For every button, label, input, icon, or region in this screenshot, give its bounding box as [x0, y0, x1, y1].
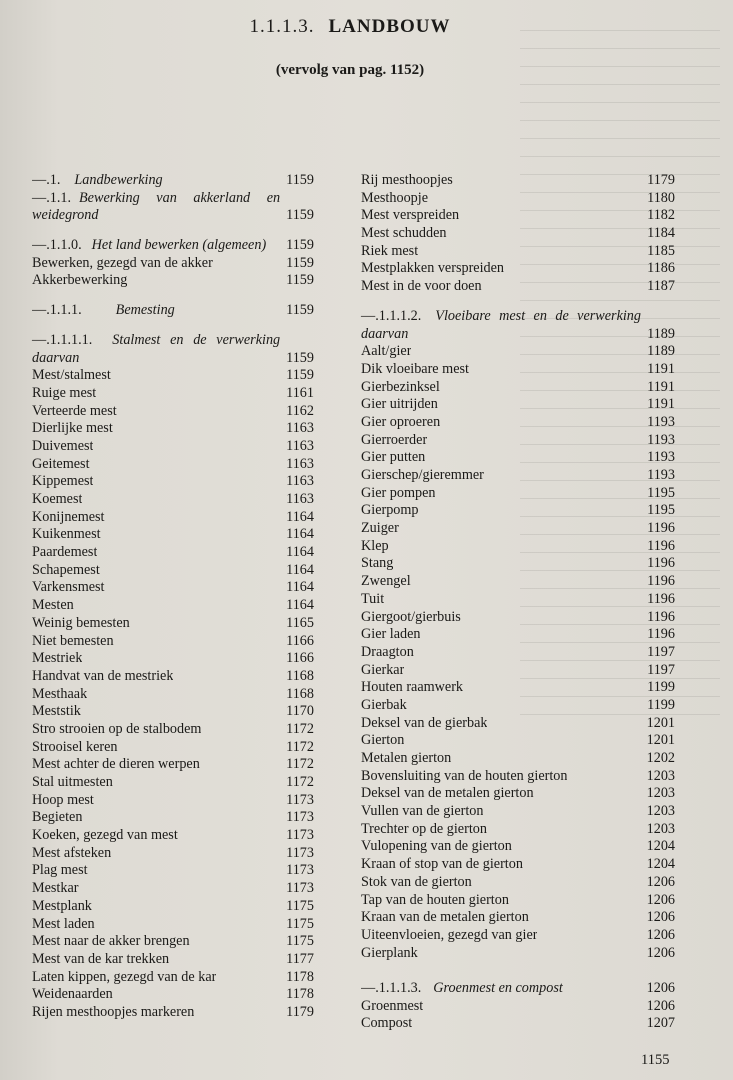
index-entry: [32, 438, 314, 456]
entry-term: Varkensmest: [32, 579, 105, 596]
index-entry: [361, 225, 675, 243]
page-ref: 1202: [646, 750, 675, 767]
entry-term: Vulopening van de gierton: [361, 838, 512, 855]
page-ref: 1182: [647, 207, 675, 224]
page-ref: 1196: [647, 590, 675, 607]
entry-term: Konijnemest: [32, 508, 105, 525]
index-entry: [361, 555, 675, 573]
index-entry: [361, 414, 675, 432]
page-ref: 1206: [646, 909, 675, 926]
index-entry: [361, 715, 675, 733]
entry-term: Tuit: [361, 590, 385, 607]
index-entry: [32, 1004, 314, 1022]
page-ref: 1206: [646, 926, 675, 943]
entry-term: Koeken, gezegd van mest: [32, 827, 178, 844]
entry-term: Gier laden: [361, 626, 421, 643]
section-code: —.1.: [32, 171, 61, 188]
index-entry: [32, 774, 314, 792]
index-entry: [361, 573, 675, 591]
page-ref: 1201: [646, 714, 675, 731]
index-entry: [361, 379, 675, 397]
index-entry: [32, 792, 314, 810]
page-ref: 1166: [286, 632, 314, 649]
index-entry: [32, 272, 314, 290]
entry-term: Kraan of stop van de gierton: [361, 856, 523, 873]
entry-term: Mesthaak: [32, 685, 88, 702]
section-heading: [32, 190, 314, 225]
section-code: —.1.1.0.: [32, 237, 82, 254]
page-ref: 1173: [286, 791, 314, 808]
entry-term: Rijen mesthoopjes markeren: [32, 1003, 195, 1020]
page-ref: 1159: [286, 254, 314, 271]
page-ref: 1189: [647, 325, 675, 342]
page-ref: 1187: [647, 278, 675, 295]
entry-term: Trechter op de gierton: [361, 820, 487, 837]
page-ref: 1175: [286, 897, 314, 914]
section-name: Stalmest en de verwerking daarvan: [32, 331, 281, 366]
entry-term: Gier pompen: [361, 484, 436, 501]
entry-term: Metalen gierton: [361, 750, 452, 767]
index-entry: [361, 768, 675, 786]
page-ref: 1159: [286, 171, 314, 188]
section-number: 1.1.1.3.: [249, 16, 315, 37]
entry-term: Mest afsteken: [32, 844, 112, 861]
entry-term: Gierpomp: [361, 502, 419, 519]
index-entry: [361, 502, 675, 520]
entry-term: Mest/stalmest: [32, 367, 111, 384]
entry-term: Gier uitrijden: [361, 396, 438, 413]
index-entry: [361, 538, 675, 556]
entry-term: Dierlijke mest: [32, 420, 113, 437]
page-ref: 1196: [647, 573, 675, 590]
index-entry: [361, 785, 675, 803]
entry-term: Gierschep/gieremmer: [361, 467, 484, 484]
page-ref: 1180: [647, 189, 675, 206]
page-ref: 1206: [646, 997, 675, 1014]
entry-term: Kippemest: [32, 473, 94, 490]
page-ref: 1163: [286, 491, 314, 508]
page-ref: 1196: [647, 537, 675, 554]
index-entry: [32, 580, 314, 598]
entry-term: Schapemest: [32, 561, 100, 578]
entry-term: Koemest: [32, 491, 83, 508]
page-ref: 1164: [286, 561, 314, 578]
index-entry: [361, 361, 675, 379]
page-ref: 1195: [647, 484, 675, 501]
page-ref: 1193: [647, 413, 675, 430]
page-ref: 1173: [286, 827, 314, 844]
section-code: —.1.1.1.1.: [32, 331, 93, 348]
entry-term: Bovensluiting van de houten gierton: [361, 767, 568, 784]
page-ref: 1159: [286, 367, 314, 384]
entry-term: Compost: [361, 1015, 413, 1032]
entry-term: Meststik: [32, 703, 81, 720]
entry-term: Mest in de voor doen: [361, 278, 482, 295]
index-entry: [32, 597, 314, 615]
index-entry: [32, 509, 314, 527]
index-entry: [361, 260, 675, 278]
index-entry: [32, 933, 314, 951]
page-ref: 1197: [647, 643, 675, 660]
entry-term: Mestkar: [32, 880, 79, 897]
entry-term: Geitemest: [32, 455, 90, 472]
index-entry: [32, 650, 314, 668]
entry-term: Hoop mest: [32, 791, 94, 808]
entry-term: Mest naar de akker brengen: [32, 933, 190, 950]
entry-term: Dik vloeibare mest: [361, 360, 469, 377]
section-code: —.1.1.1.3.: [361, 979, 422, 996]
index-entry: [361, 874, 675, 892]
page-ref: 1203: [646, 767, 675, 784]
page-ref: 1193: [647, 467, 675, 484]
entry-term: Zuiger: [361, 520, 399, 537]
page-ref: 1185: [647, 242, 675, 259]
entry-term: Gierroerder: [361, 431, 428, 448]
index-entry: [361, 343, 675, 361]
entry-term: Zwengel: [361, 573, 411, 590]
page-ref: 1197: [647, 661, 675, 678]
entry-term: Paardemest: [32, 544, 98, 561]
section-name: Vloeibare mest en de verwerking daarvan: [361, 307, 641, 342]
index-entry: [361, 998, 675, 1016]
section-name: Groenmest en compost: [433, 979, 563, 996]
page-ref: 1196: [647, 520, 675, 537]
index-entry: [32, 827, 314, 845]
page-ref: 1164: [286, 508, 314, 525]
page-ref: 1196: [647, 555, 675, 572]
entry-term: Mestriek: [32, 650, 83, 667]
entry-term: Stro strooien op de stalbodem: [32, 720, 202, 737]
section-name: Bewerking van akkerland en weidegrond: [32, 189, 281, 224]
index-entry: [32, 845, 314, 863]
page-ref: 1164: [286, 544, 314, 561]
index-entry: [32, 615, 314, 633]
section-name: Bemesting: [115, 302, 175, 319]
entry-term: Mestplakken verspreiden: [361, 260, 505, 277]
section-heading: [361, 308, 675, 343]
entry-term: Kraan van de metalen gierton: [361, 909, 529, 926]
entry-term: Uiteenvloeien, gezegd van gier: [361, 926, 538, 943]
page-ref: 1159: [286, 302, 314, 319]
entry-term: Mest achter de dieren werpen: [32, 756, 200, 773]
page-ref: 1172: [286, 774, 314, 791]
page-ref: 1164: [286, 597, 314, 614]
page-ref: 1204: [646, 838, 675, 855]
index-entry: [361, 662, 675, 680]
entry-term: Stal uitmesten: [32, 774, 113, 791]
entry-term: Deksel van de metalen gierton: [361, 785, 534, 802]
entry-term: Gierbezinksel: [361, 378, 440, 395]
page-ref: 1184: [647, 225, 675, 242]
index-entry: [361, 945, 675, 963]
entry-term: Tap van de houten gierton: [361, 891, 509, 908]
entry-term: Verteerde mest: [32, 402, 117, 419]
entry-term: Aalt/gier: [361, 343, 412, 360]
entry-term: Weidenaarden: [32, 986, 113, 1003]
right-column: [361, 172, 675, 1033]
page-ref: 1175: [286, 915, 314, 932]
page-ref: 1170: [286, 703, 314, 720]
index-entry: [361, 591, 675, 609]
index-entry: [32, 686, 314, 704]
page-ref: 1207: [646, 1015, 675, 1032]
index-entry: [361, 207, 675, 225]
page-ref: 1186: [647, 260, 675, 277]
index-entry: [361, 644, 675, 662]
index-entry: [32, 544, 314, 562]
index-entry: [361, 626, 675, 644]
section-code: —.1.1.1.2.: [361, 307, 422, 324]
index-entry: [361, 838, 675, 856]
page-ref: 1175: [286, 933, 314, 950]
entry-term: Kuikenmest: [32, 526, 101, 543]
page-ref: 1172: [286, 720, 314, 737]
entry-term: Mestplank: [32, 897, 92, 914]
page-ref: 1195: [647, 502, 675, 519]
section-title: LANDBOUW: [328, 16, 451, 37]
entry-term: Akkerbewerking: [32, 272, 128, 289]
entry-term: Niet bemesten: [32, 632, 114, 649]
index-entry: [361, 732, 675, 750]
entry-term: Draagton: [361, 643, 414, 660]
continuation-note: (vervolg van pag. 1152): [275, 62, 425, 78]
index-entry: [361, 278, 675, 296]
page-ref: 1159: [286, 272, 314, 289]
index-entry: [361, 803, 675, 821]
section-name: Het land bewerken (algemeen): [91, 237, 267, 254]
page-ref: 1204: [646, 856, 675, 873]
index-entry: [32, 420, 314, 438]
section-heading: [32, 172, 314, 190]
page-ref: 1164: [286, 579, 314, 596]
entry-term: Mesthoopje: [361, 189, 428, 206]
page-ref: 1173: [286, 844, 314, 861]
index-entry: [32, 916, 314, 934]
index-entry: [361, 892, 675, 910]
page-ref: 1173: [286, 809, 314, 826]
page-ref: 1179: [286, 1003, 314, 1020]
entry-term: Deksel van de gierbak: [361, 714, 488, 731]
page-ref: 1168: [286, 667, 314, 684]
entry-term: Strooisel keren: [32, 738, 118, 755]
index-entry: [361, 396, 675, 414]
entry-term: Rij mesthoopjes: [361, 171, 453, 188]
index-entry: [361, 679, 675, 697]
index-entry: [361, 190, 675, 208]
page-ref: 1206: [646, 944, 675, 961]
index-entry: [361, 432, 675, 450]
page-ref: 1178: [286, 968, 314, 985]
index-entry: [32, 491, 314, 509]
page-ref: 1199: [647, 679, 675, 696]
page-ref: 1173: [286, 880, 314, 897]
index-entry: [32, 526, 314, 544]
entry-term: Giergoot/gierbuis: [361, 608, 461, 625]
page-ref: 1168: [286, 685, 314, 702]
page-ref: 1199: [647, 696, 675, 713]
section-code: —.1.1.: [32, 189, 72, 206]
index-entry: [32, 721, 314, 739]
index-entry: [32, 969, 314, 987]
page-ref: 1166: [286, 650, 314, 667]
entry-term: Gierplank: [361, 944, 418, 961]
index-entry: [361, 927, 675, 945]
index-entry: [361, 697, 675, 715]
page-ref: 1162: [286, 402, 314, 419]
page-ref: 1189: [647, 343, 675, 360]
index-entry: [32, 739, 314, 757]
page-ref: 1163: [286, 437, 314, 454]
index-entry: [32, 703, 314, 721]
page-ref: 1203: [646, 820, 675, 837]
index-entry: [361, 467, 675, 485]
page-ref: 1191: [647, 360, 675, 377]
index-entry: [361, 449, 675, 467]
entry-term: Mesten: [32, 597, 74, 614]
section-heading: [32, 302, 314, 320]
page-ref: 1163: [286, 420, 314, 437]
entry-term: Groenmest: [361, 997, 424, 1014]
index-entry: [361, 856, 675, 874]
entry-term: Vullen van de gierton: [361, 803, 484, 820]
entry-term: Riek mest: [361, 242, 419, 259]
index-entry: [361, 485, 675, 503]
index-entry: [361, 609, 675, 627]
index-entry: [32, 562, 314, 580]
entry-term: Mest laden: [32, 915, 95, 932]
page-ref: 1191: [647, 378, 675, 395]
page-number: 1155: [641, 1052, 670, 1068]
page-ref: 1172: [286, 738, 314, 755]
page-ref: 1163: [286, 473, 314, 490]
index-entry: [32, 951, 314, 969]
entry-term: Mest verspreiden: [361, 207, 460, 224]
index-entry: [32, 456, 314, 474]
index-entry: [361, 750, 675, 768]
index-entry: [32, 668, 314, 686]
section-heading: [32, 332, 314, 367]
index-entry: [32, 898, 314, 916]
page-ref: 1206: [646, 891, 675, 908]
index-entry: [361, 821, 675, 839]
page-ref: 1193: [647, 431, 675, 448]
index-entry: [361, 1015, 675, 1033]
entry-term: Mest van de kar trekken: [32, 950, 170, 967]
page-ref: 1159: [286, 207, 314, 224]
page-ref: 1163: [286, 455, 314, 472]
page-ref: 1203: [646, 785, 675, 802]
page-ref: 1196: [647, 626, 675, 643]
index-entry: [32, 633, 314, 651]
index-entry: [361, 520, 675, 538]
entry-term: Mest schudden: [361, 225, 447, 242]
page-ref: 1193: [647, 449, 675, 466]
entry-term: Bewerken, gezegd van de akker: [32, 254, 213, 271]
page-ref: 1178: [286, 986, 314, 1003]
index-entry: [32, 255, 314, 273]
entry-term: Laten kippen, gezegd van de kar: [32, 968, 217, 985]
section-code: —.1.1.1.: [32, 302, 82, 319]
section-heading: [32, 237, 314, 255]
entry-term: Stang: [361, 555, 394, 572]
entry-term: Klep: [361, 537, 389, 554]
page-ref: 1196: [647, 608, 675, 625]
page-ref: 1191: [647, 396, 675, 413]
entry-term: Gierton: [361, 732, 405, 749]
page-ref: 1159: [286, 237, 314, 254]
entry-term: Houten raamwerk: [361, 679, 464, 696]
page-ref: 1173: [286, 862, 314, 879]
entry-term: Gierkar: [361, 661, 405, 678]
index-entry: [32, 880, 314, 898]
page-ref: 1164: [286, 526, 314, 543]
index-entry: [32, 403, 314, 421]
page-title: [0, 16, 700, 38]
entry-term: Duivemest: [32, 437, 94, 454]
page-ref: 1201: [646, 732, 675, 749]
entry-term: Handvat van de mestriek: [32, 667, 174, 684]
page-ref: 1179: [647, 171, 675, 188]
index-entry: [32, 385, 314, 403]
index-entry: [32, 809, 314, 827]
page-ref: 1172: [286, 756, 314, 773]
index-entry: [32, 367, 314, 385]
left-column: [32, 172, 314, 1022]
index-entry: [32, 473, 314, 491]
entry-term: Ruige mest: [32, 384, 97, 401]
index-entry: [32, 863, 314, 881]
entry-term: Begieten: [32, 809, 83, 826]
index-entry: [32, 986, 314, 1004]
index-entry: [361, 243, 675, 261]
section-name: Landbewerking: [74, 171, 163, 188]
index-entry: [361, 172, 675, 190]
page-ref: 1206: [646, 873, 675, 890]
page-ref: 1165: [286, 614, 314, 631]
page-ref: 1177: [286, 950, 314, 967]
entry-term: Plag mest: [32, 862, 88, 879]
page-ref: 1159: [286, 349, 314, 366]
page-ref: 1203: [646, 803, 675, 820]
index-entry: [32, 756, 314, 774]
section-heading: [361, 980, 675, 998]
index-entry: [361, 909, 675, 927]
entry-term: Gier oproeren: [361, 413, 441, 430]
page-ref: 1206: [646, 979, 675, 996]
entry-term: Stok van de gierton: [361, 873, 472, 890]
page-ref: 1161: [286, 384, 314, 401]
entry-term: Weinig bemesten: [32, 614, 130, 631]
entry-term: Gierbak: [361, 696, 407, 713]
entry-term: Gier putten: [361, 449, 426, 466]
